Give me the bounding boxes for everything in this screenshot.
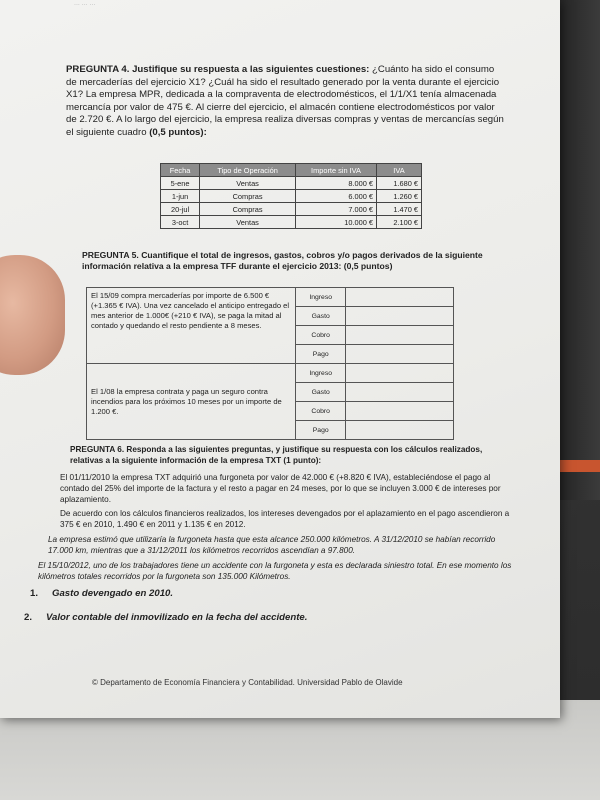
question-6-item-1 bbox=[30, 588, 173, 599]
answer-cell[interactable] bbox=[346, 383, 454, 402]
table-cell: 7.000 € bbox=[296, 203, 377, 216]
table-cell: Compras bbox=[200, 203, 296, 216]
table-row bbox=[87, 288, 454, 307]
table-header: Importe sin IVA bbox=[296, 164, 377, 177]
question-6-paragraph-3: La empresa estimó que utilizaría la furgoneta hasta que esta alcance 250.000 kilómetros. A 31/12/2010 se habían recorrido 17.000 km, mientras que a 31/12/2011 los kilómetros recorridos ascendían a 97.800. bbox=[48, 535, 496, 555]
table-cell: 3-oct bbox=[161, 216, 200, 229]
table-cell: 20-jul bbox=[161, 203, 200, 216]
table-cell: 6.000 € bbox=[296, 190, 377, 203]
answer-cell[interactable] bbox=[346, 326, 454, 345]
income-expense-table bbox=[86, 287, 454, 440]
table-cell: 2.100 € bbox=[376, 216, 421, 229]
answer-cell[interactable] bbox=[346, 345, 454, 364]
question-6-paragraph-1: El 01/11/2010 la empresa TXT adquirió una furgoneta por valor de 42.000 € (+8.820 € IVA), estableciéndose el pago al contado del 25% del importe de la factura y el resto a pagar en 24 meses, por lo que se incluyen 3.000 € de intereses por aplazamiento. bbox=[60, 473, 501, 504]
case-2-description: El 1/08 la empresa contrata y paga un seguro contra incendios para los próximos 10 meses por un importe de 1.200 €. bbox=[87, 364, 296, 440]
footer-text: © Departamento de Economía Financiera y Contabilidad. Universidad Pablo de Olavide bbox=[92, 678, 403, 687]
sales-table bbox=[160, 163, 422, 229]
background-ribbon bbox=[560, 460, 600, 472]
label-pago: Pago bbox=[296, 345, 346, 364]
table-header: Tipo de Operación bbox=[200, 164, 296, 177]
table-cell: Compras bbox=[200, 190, 296, 203]
table-cell: 1.260 € bbox=[376, 190, 421, 203]
case-1-description: El 15/09 compra mercaderías por importe de 6.500 € (+1.365 € IVA). Una vez cancelado el anticipo entregado el mes anterior de 1.000€ (+210 € IVA), se paga la mitad al contado y quedando el resto pendiente a 8 meses. bbox=[87, 288, 296, 364]
item-number: 2. bbox=[24, 612, 33, 623]
answer-cell[interactable] bbox=[346, 421, 454, 440]
table-cell: 1.470 € bbox=[376, 203, 421, 216]
question-6-title bbox=[70, 444, 506, 466]
label-gasto: Gasto bbox=[296, 307, 346, 326]
table-header-row bbox=[161, 164, 422, 177]
item-number: 1. bbox=[30, 588, 39, 599]
question-6-item-2 bbox=[24, 612, 307, 623]
label-cobro: Cobro bbox=[296, 326, 346, 345]
question-4-body: ¿Cuánto ha sido el consumo de mercaderías del ejercicio X1? ¿Cuál ha sido el resultado generado por la venta durante el ejercicio X1? La empresa MPR, dedicada a la compraventa de electrodomésticos, el 1/1/X1 tenía almacenada mercancía por valor de 475 €. Al cierre del ejercicio, el almacén contiene electrodomésticos por valor de 2.720 €. A lo largo del ejercicio, la empresa realiza diversas compras y ventas de mercancías según el siguiente cuadro bbox=[66, 64, 504, 138]
answer-cell[interactable] bbox=[346, 307, 454, 326]
label-ingreso: Ingreso bbox=[296, 364, 346, 383]
table-row bbox=[87, 364, 454, 383]
question-6-title-text: PREGUNTA 6. Responda a las siguientes preguntas, y justifique su respuesta con los cálculos realizados, relativas a la siguiente información de la empresa TXT (1 punto): bbox=[70, 445, 483, 465]
label-gasto: Gasto bbox=[296, 383, 346, 402]
table-header: Fecha bbox=[161, 164, 200, 177]
question-5-title bbox=[82, 250, 512, 273]
table-row bbox=[161, 216, 422, 229]
question-4-title: PREGUNTA 4. Justifique su respuesta a las siguientes cuestiones: bbox=[66, 64, 370, 75]
question-4-points: (0,5 puntos): bbox=[149, 126, 207, 138]
question-4-text bbox=[66, 64, 506, 140]
question-6-paragraph-2: De acuerdo con los cálculos financieros realizados, los intereses devengados por el aplazamiento en el pago ascendieron a 375 € en 2010, 1.490 € en 2011 y 1.135 € en 2012. bbox=[60, 509, 510, 529]
table-header: IVA bbox=[376, 164, 421, 177]
table-row bbox=[161, 177, 422, 190]
table-cell: 1.680 € bbox=[376, 177, 421, 190]
answer-cell[interactable] bbox=[346, 288, 454, 307]
table-cell: Ventas bbox=[200, 216, 296, 229]
top-faint-text: ... ... ... bbox=[74, 0, 96, 7]
table-cell: 10.000 € bbox=[296, 216, 377, 229]
thumb bbox=[0, 255, 65, 375]
label-ingreso: Ingreso bbox=[296, 288, 346, 307]
table-cell: Ventas bbox=[200, 177, 296, 190]
label-cobro: Cobro bbox=[296, 402, 346, 421]
question-6-paragraph-4: El 15/10/2012, uno de los trabajadores tiene un accidente con la furgoneta y esta es declarada siniestro total. En ese momento los kilómetros totales recorridos por la furgoneta son 135.000 Kilómetros. bbox=[38, 561, 512, 581]
table-cell: 8.000 € bbox=[296, 177, 377, 190]
answer-cell[interactable] bbox=[346, 364, 454, 383]
table-row bbox=[161, 190, 422, 203]
answer-cell[interactable] bbox=[346, 402, 454, 421]
question-5-title-text: PREGUNTA 5. Cuantifique el total de ingresos, gastos, cobros y/o pagos derivados de la siguiente información relativa a la empresa TFF durante el ejercicio 2013: (0,5 puntos) bbox=[82, 250, 483, 272]
table-row bbox=[161, 203, 422, 216]
table-cell: 5-ene bbox=[161, 177, 200, 190]
table-cell: 1-jun bbox=[161, 190, 200, 203]
item-text: Gasto devengado en 2010. bbox=[52, 588, 174, 599]
item-text: Valor contable del inmovilizado en la fecha del accidente. bbox=[46, 612, 308, 623]
label-pago: Pago bbox=[296, 421, 346, 440]
